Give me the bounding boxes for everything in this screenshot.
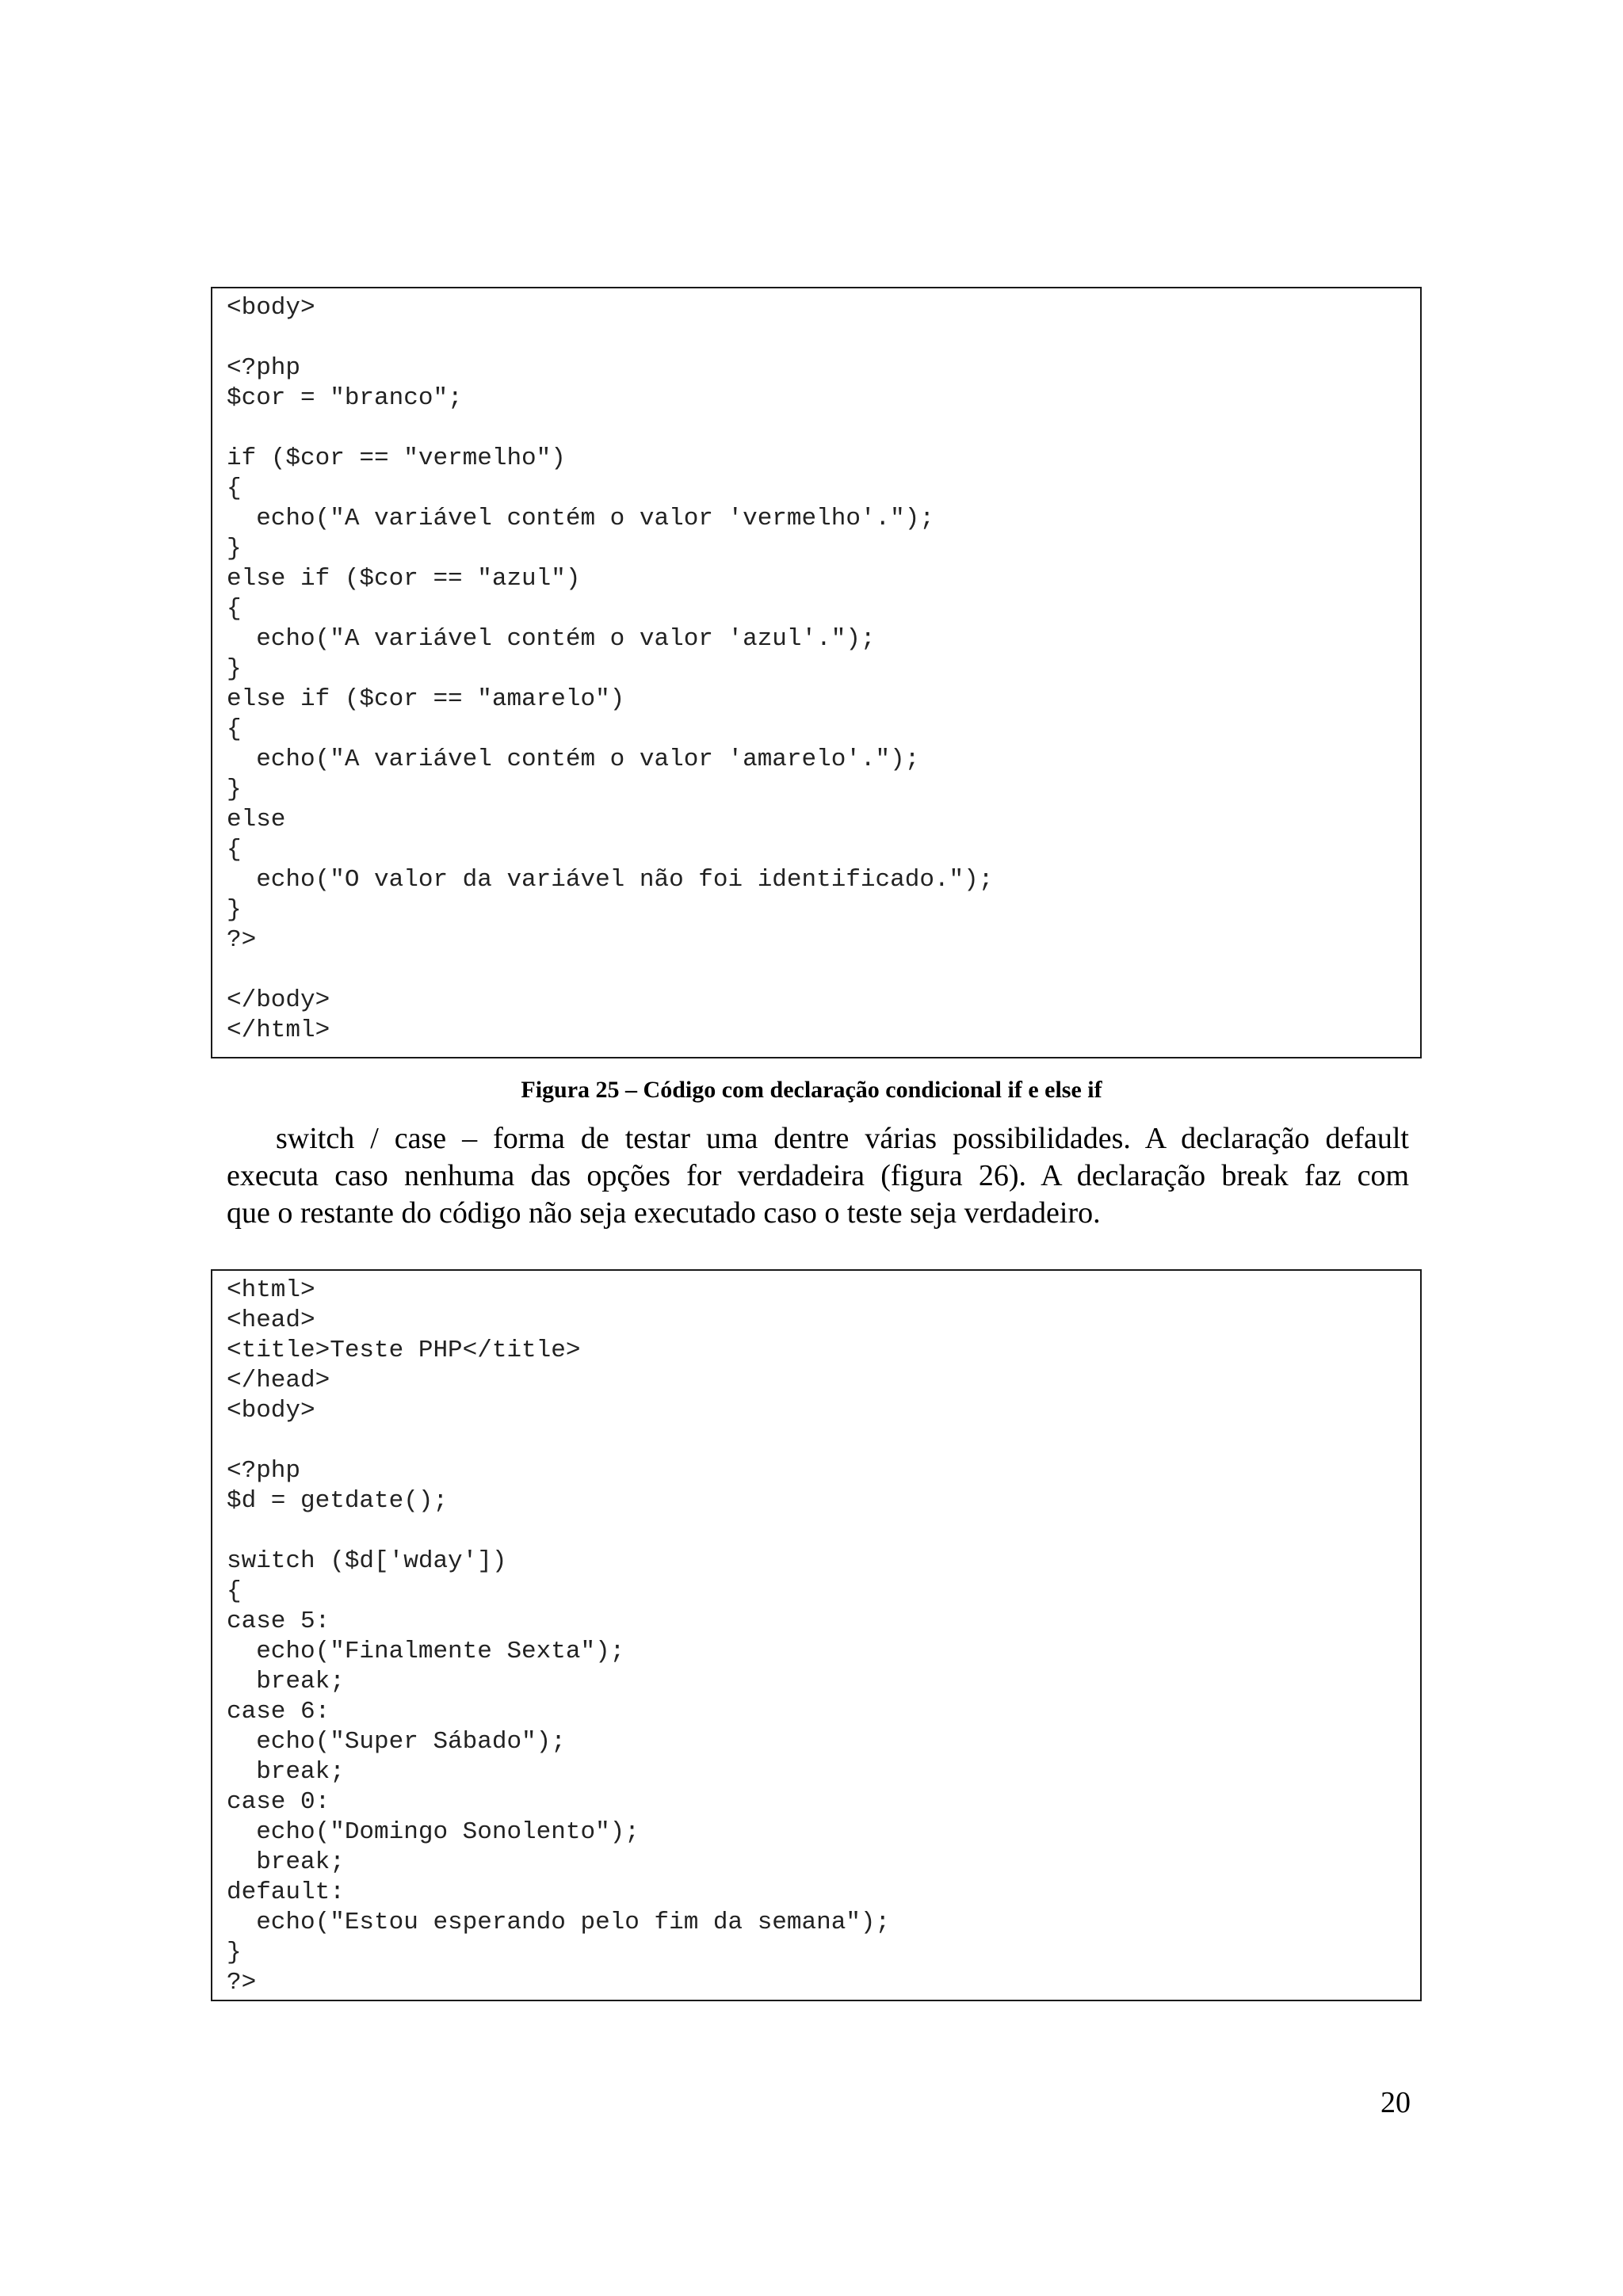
code-line: case 5: [227, 1608, 330, 1635]
code-line: else if ($cor == "amarelo") [227, 685, 625, 713]
code-line: ?> [227, 926, 257, 954]
code-line: echo("Domingo Sonolento"); [227, 1818, 640, 1846]
code-line: case 0: [227, 1788, 330, 1816]
code-lines [227, 293, 993, 1046]
code-line: { [227, 715, 242, 743]
code-line: break; [227, 1668, 345, 1695]
code-line: <?php [227, 354, 301, 382]
code-line: ?> [227, 1969, 257, 1997]
code-line: { [227, 475, 242, 502]
code-line: } [227, 535, 242, 563]
code-line: default: [227, 1878, 345, 1906]
page-number: 20 [1381, 2086, 1411, 2119]
paragraph-line: switch / case – forma de testar uma dentre várias possibilidades. A declaração default [276, 1122, 1409, 1155]
code-listing-figure-25 [211, 287, 1422, 1058]
code-line: { [227, 595, 242, 623]
code-lines [227, 1276, 890, 1998]
code-line: <head> [227, 1306, 315, 1334]
code-line: echo("Estou esperando pelo fim da semana"); [227, 1909, 891, 1936]
code-line: case 6: [227, 1698, 330, 1726]
code-line: $d = getdate(); [227, 1487, 449, 1515]
code-line: </head> [227, 1367, 330, 1394]
code-line: <html> [227, 1276, 315, 1304]
code-line: } [227, 655, 242, 683]
code-line: { [227, 1577, 242, 1605]
paragraph-line: executa caso nenhuma das opções for verdadeira (figura 26). A declaração break faz com [227, 1159, 1409, 1192]
code-line-blank [227, 414, 993, 444]
code-line: break; [227, 1848, 345, 1876]
code-line: $cor = "branco"; [227, 384, 463, 412]
code-line: <?php [227, 1457, 301, 1485]
code-line: else [227, 806, 286, 833]
code-listing-figure-26 [211, 1269, 1422, 2001]
code-line-blank [227, 1516, 890, 1547]
code-line-blank [227, 955, 993, 986]
code-line: <body> [227, 294, 315, 322]
code-line: if ($cor == "vermelho") [227, 444, 566, 472]
code-line-blank [227, 1426, 890, 1456]
code-line: <body> [227, 1397, 315, 1425]
code-line: echo("Super Sábado"); [227, 1728, 566, 1756]
code-line: echo("Finalmente Sexta"); [227, 1638, 625, 1665]
code-line: </html> [227, 1016, 330, 1044]
paragraph-line: que o restante do código não seja executado caso o teste seja verdadeiro. [227, 1196, 1101, 1230]
code-line: } [227, 776, 242, 803]
code-line: <title>Teste PHP</title> [227, 1337, 581, 1364]
code-line: else if ($cor == "azul") [227, 565, 581, 593]
code-line: echo("A variável contém o valor 'azul'."); [227, 625, 876, 653]
code-line: break; [227, 1758, 345, 1786]
code-line: echo("A variável contém o valor 'vermelho'."); [227, 505, 934, 532]
code-line: </body> [227, 986, 330, 1014]
code-line: { [227, 836, 242, 864]
code-line: echo("O valor da variável não foi identificado."); [227, 866, 994, 894]
code-line: switch ($d['wday']) [227, 1547, 507, 1575]
code-line: echo("A variável contém o valor 'amarelo'."); [227, 746, 920, 773]
figure-caption: Figura 25 – Código com declaração condicional if e else if [521, 1077, 1102, 1103]
code-line: } [227, 1939, 242, 1966]
code-line: } [227, 896, 242, 924]
code-line-blank [227, 323, 993, 353]
body-paragraph [227, 1120, 1409, 1232]
